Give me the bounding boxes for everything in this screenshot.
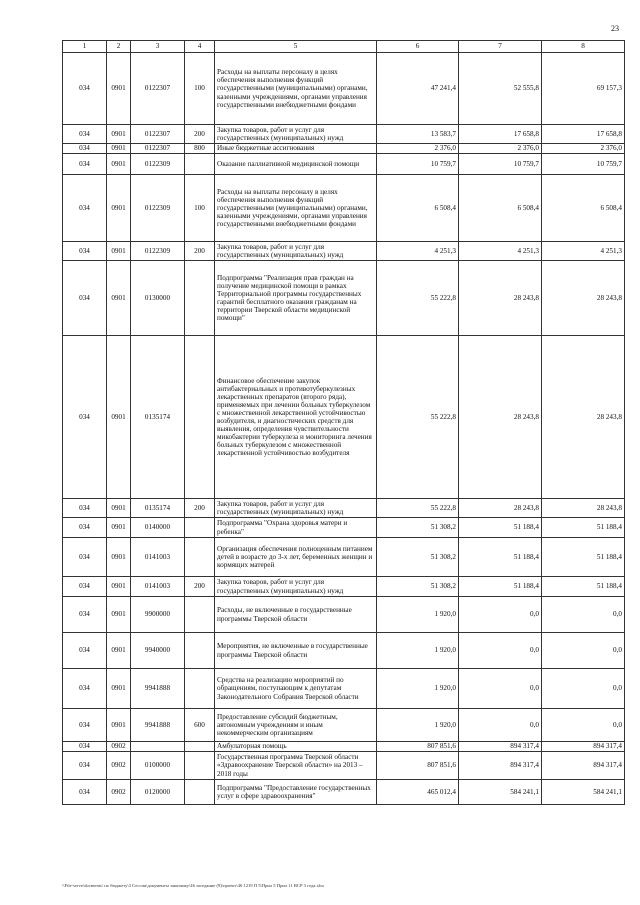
amount-cell: 28 243,8: [542, 261, 625, 336]
amount-cell: 28 243,8: [459, 261, 542, 336]
table-row: [63, 242, 625, 261]
amount-cell: 1 920,0: [377, 597, 459, 633]
section-cell: 0901: [107, 538, 131, 577]
code-cell: 034: [63, 154, 107, 175]
target-article-cell: 0135174: [131, 499, 185, 518]
code-cell: 034: [63, 261, 107, 336]
expense-type-cell: [185, 518, 215, 538]
amount-cell: 2 376,0: [542, 144, 625, 154]
amount-cell: 51 308,2: [377, 577, 459, 597]
amount-cell: 0,0: [542, 633, 625, 669]
amount-cell: 0,0: [542, 597, 625, 633]
code-cell: 034: [63, 669, 107, 709]
header-cell: 2: [107, 41, 131, 53]
amount-cell: 51 188,4: [542, 577, 625, 597]
table-row: [63, 752, 625, 780]
target-article-cell: [131, 742, 185, 752]
expense-type-cell: [185, 633, 215, 669]
expense-type-cell: [185, 154, 215, 175]
table-row: [63, 742, 625, 752]
amount-cell: 2 376,0: [459, 144, 542, 154]
expense-type-cell: 800: [185, 144, 215, 154]
code-cell: 034: [63, 742, 107, 752]
target-article-cell: 0122309: [131, 242, 185, 261]
section-cell: 0901: [107, 597, 131, 633]
amount-cell: 465 012,4: [377, 780, 459, 805]
description-cell: Государственная программа Тверской области «Здравоохранение Тверской области» на 2013 – 2018 годы: [215, 752, 377, 780]
code-cell: 034: [63, 709, 107, 742]
amount-cell: 1 920,0: [377, 633, 459, 669]
table-row: [63, 175, 625, 242]
code-cell: 034: [63, 336, 107, 499]
amount-cell: 0,0: [459, 597, 542, 633]
table-row: [63, 125, 625, 144]
code-cell: 034: [63, 175, 107, 242]
amount-cell: 584 241,1: [459, 780, 542, 805]
amount-cell: 55 222,8: [377, 336, 459, 499]
amount-cell: 894 317,4: [459, 752, 542, 780]
table-row: [63, 780, 625, 805]
amount-cell: 28 243,8: [459, 336, 542, 499]
table-row: [63, 597, 625, 633]
amount-cell: 10 759,7: [377, 154, 459, 175]
amount-cell: 6 508,4: [542, 175, 625, 242]
description-cell: Расходы на выплаты персоналу в целях обеспечения выполнения функций государственными (муниципальными) органами, казенными учреждениями, органами управления государственными внебюджетными фондами: [215, 175, 377, 242]
table-row: [63, 577, 625, 597]
section-cell: 0901: [107, 669, 131, 709]
target-article-cell: 9941888: [131, 669, 185, 709]
budget-table: [62, 40, 625, 805]
amount-cell: 4 251,3: [377, 242, 459, 261]
section-cell: 0901: [107, 175, 131, 242]
description-cell: Расходы на выплаты персоналу в целях обеспечения выполнения функций государственными (муниципальными) органами, казенными учреждениями, органами управления государственными внебюджетными фондами: [215, 53, 377, 125]
expense-type-cell: [185, 669, 215, 709]
page-number: 23: [611, 24, 619, 33]
file-path-footer: \\File-serve\docments\ по бюджету\3 Сессия\документы заказчику\46 заседание (9)\проект\46 1219 П 5\Прил 5 Прил 11 ВСР 3 года.xlsx: [62, 883, 325, 888]
amount-cell: 6 508,4: [377, 175, 459, 242]
amount-cell: 51 308,2: [377, 518, 459, 538]
amount-cell: 28 243,8: [459, 499, 542, 518]
target-article-cell: 0122307: [131, 53, 185, 125]
amount-cell: 28 243,8: [542, 499, 625, 518]
expense-type-cell: 200: [185, 125, 215, 144]
table-row: [63, 53, 625, 125]
amount-cell: 894 317,4: [542, 752, 625, 780]
target-article-cell: 0120000: [131, 780, 185, 805]
description-cell: Финансовое обеспечение закупок антибактериальных и противотуберкулезных лекарственных препаратов (второго ряда), применяемых при лечении больных туберкулезом с множественной лекарственной устойчивостью возбудителя, и диагностических средств для выявления, определения чувствительности микобактерии туберкулеза и мониторинга лечения больных туберкулезом с множественной лекарственной устойчивостью возбудителя: [215, 336, 377, 499]
expense-type-cell: [185, 752, 215, 780]
amount-cell: 0,0: [459, 709, 542, 742]
amount-cell: 0,0: [542, 709, 625, 742]
table-row: [63, 669, 625, 709]
header-cell: 8: [542, 41, 625, 53]
description-cell: Мероприятия, не включенные в государственные программы Тверской области: [215, 633, 377, 669]
description-cell: Иные бюджетные ассигнования: [215, 144, 377, 154]
target-article-cell: 0130000: [131, 261, 185, 336]
section-cell: 0901: [107, 144, 131, 154]
target-article-cell: 0135174: [131, 336, 185, 499]
description-cell: Предоставление субсидий бюджетным, автономным учреждениям и иным некоммерческим организациям: [215, 709, 377, 742]
amount-cell: 13 583,7: [377, 125, 459, 144]
description-cell: Амбулаторная помощь: [215, 742, 377, 752]
target-article-cell: 0122309: [131, 175, 185, 242]
section-cell: 0901: [107, 261, 131, 336]
amount-cell: 51 188,4: [459, 518, 542, 538]
description-cell: Закупка товаров, работ и услуг для государственных (муниципальных) нужд: [215, 242, 377, 261]
expense-type-cell: 100: [185, 53, 215, 125]
code-cell: 034: [63, 518, 107, 538]
section-cell: 0902: [107, 752, 131, 780]
description-cell: Организация обеспечения полноценным питанием детей в возрасте до 3-х лет, беременных женщин и кормящих матерей: [215, 538, 377, 577]
amount-cell: 807 851,6: [377, 752, 459, 780]
section-cell: 0901: [107, 242, 131, 261]
amount-cell: 894 317,4: [459, 742, 542, 752]
expense-type-cell: [185, 336, 215, 499]
section-cell: 0901: [107, 709, 131, 742]
amount-cell: 894 317,4: [542, 742, 625, 752]
table-row: [63, 633, 625, 669]
amount-cell: 0,0: [459, 633, 542, 669]
expense-type-cell: 100: [185, 175, 215, 242]
header-cell: 7: [459, 41, 542, 53]
amount-cell: 0,0: [459, 669, 542, 709]
amount-cell: 10 759,7: [542, 154, 625, 175]
amount-cell: 584 241,1: [542, 780, 625, 805]
code-cell: 034: [63, 125, 107, 144]
amount-cell: 51 188,4: [542, 518, 625, 538]
code-cell: 034: [63, 752, 107, 780]
amount-cell: 10 759,7: [459, 154, 542, 175]
table-row: [63, 336, 625, 499]
amount-cell: 55 222,8: [377, 261, 459, 336]
description-cell: Средства на реализацию мероприятий по обращениям, поступающим к депутатам Законодательного Собрания Тверской области: [215, 669, 377, 709]
section-cell: 0901: [107, 336, 131, 499]
expense-type-cell: [185, 597, 215, 633]
amount-cell: 17 658,8: [542, 125, 625, 144]
code-cell: 034: [63, 144, 107, 154]
header-cell: 5: [215, 41, 377, 53]
amount-cell: 0,0: [542, 669, 625, 709]
amount-cell: 1 920,0: [377, 709, 459, 742]
amount-cell: 807 851,6: [377, 742, 459, 752]
description-cell: Закупка товаров, работ и услуг для государственных (муниципальных) нужд: [215, 499, 377, 518]
section-cell: 0902: [107, 742, 131, 752]
target-article-cell: 0122307: [131, 125, 185, 144]
amount-cell: 51 188,4: [459, 538, 542, 577]
code-cell: 034: [63, 242, 107, 261]
table-row: [63, 499, 625, 518]
header-cell: 3: [131, 41, 185, 53]
amount-cell: 4 251,3: [542, 242, 625, 261]
expense-type-cell: 600: [185, 709, 215, 742]
amount-cell: 17 658,8: [459, 125, 542, 144]
description-cell: Закупка товаров, работ и услуг для государственных (муниципальных) нужд: [215, 125, 377, 144]
description-cell: Расходы, не включенные в государственные программы Тверской области: [215, 597, 377, 633]
code-cell: 034: [63, 597, 107, 633]
amount-cell: 51 308,2: [377, 538, 459, 577]
expense-type-cell: 200: [185, 577, 215, 597]
expense-type-cell: 200: [185, 499, 215, 518]
description-cell: Подпрограмма "Охрана здоровья матери и ребенка": [215, 518, 377, 538]
code-cell: 034: [63, 538, 107, 577]
section-cell: 0901: [107, 499, 131, 518]
target-article-cell: 0100000: [131, 752, 185, 780]
header-cell: 6: [377, 41, 459, 53]
table-row: [63, 709, 625, 742]
amount-cell: 6 508,4: [459, 175, 542, 242]
section-cell: 0901: [107, 53, 131, 125]
target-article-cell: 0122307: [131, 144, 185, 154]
expense-type-cell: 200: [185, 242, 215, 261]
table-row: [63, 538, 625, 577]
table-row: [63, 518, 625, 538]
amount-cell: 47 241,4: [377, 53, 459, 125]
amount-cell: 2 376,0: [377, 144, 459, 154]
section-cell: 0901: [107, 633, 131, 669]
amount-cell: 69 157,3: [542, 53, 625, 125]
description-cell: Закупка товаров, работ и услуг для государственных (муниципальных) нужд: [215, 577, 377, 597]
amount-cell: 52 555,8: [459, 53, 542, 125]
table-row: [63, 144, 625, 154]
code-cell: 034: [63, 633, 107, 669]
target-article-cell: 9900000: [131, 597, 185, 633]
expense-type-cell: [185, 538, 215, 577]
expense-type-cell: [185, 780, 215, 805]
description-cell: Оказание паллиативной медицинской помощи: [215, 154, 377, 175]
code-cell: 034: [63, 780, 107, 805]
target-article-cell: 0141003: [131, 538, 185, 577]
amount-cell: 1 920,0: [377, 669, 459, 709]
amount-cell: 51 188,4: [459, 577, 542, 597]
table-row: [63, 261, 625, 336]
description-cell: Подпрограмма "Реализация прав граждан на получение медицинской помощи в рамках Территориальной программы государственных гарантий бесплатного оказания гражданам на территории Тверской области медицинской помощи": [215, 261, 377, 336]
target-article-cell: 0122309: [131, 154, 185, 175]
table-row: [63, 154, 625, 175]
amount-cell: 55 222,8: [377, 499, 459, 518]
description-cell: Подпрограмма "Предоставление государственных услуг в сфере здравоохранения": [215, 780, 377, 805]
header-cell: 4: [185, 41, 215, 53]
amount-cell: 28 243,8: [542, 336, 625, 499]
target-article-cell: 0140000: [131, 518, 185, 538]
section-cell: 0901: [107, 518, 131, 538]
header-cell: 1: [63, 41, 107, 53]
amount-cell: 51 188,4: [542, 538, 625, 577]
code-cell: 034: [63, 53, 107, 125]
section-cell: 0901: [107, 577, 131, 597]
section-cell: 0901: [107, 154, 131, 175]
expense-type-cell: [185, 742, 215, 752]
target-article-cell: 9941888: [131, 709, 185, 742]
target-article-cell: 0141003: [131, 577, 185, 597]
section-cell: 0902: [107, 780, 131, 805]
expense-type-cell: [185, 261, 215, 336]
amount-cell: 4 251,3: [459, 242, 542, 261]
section-cell: 0901: [107, 125, 131, 144]
code-cell: 034: [63, 577, 107, 597]
code-cell: 034: [63, 499, 107, 518]
table-header-row: [63, 41, 625, 53]
target-article-cell: 9940000: [131, 633, 185, 669]
